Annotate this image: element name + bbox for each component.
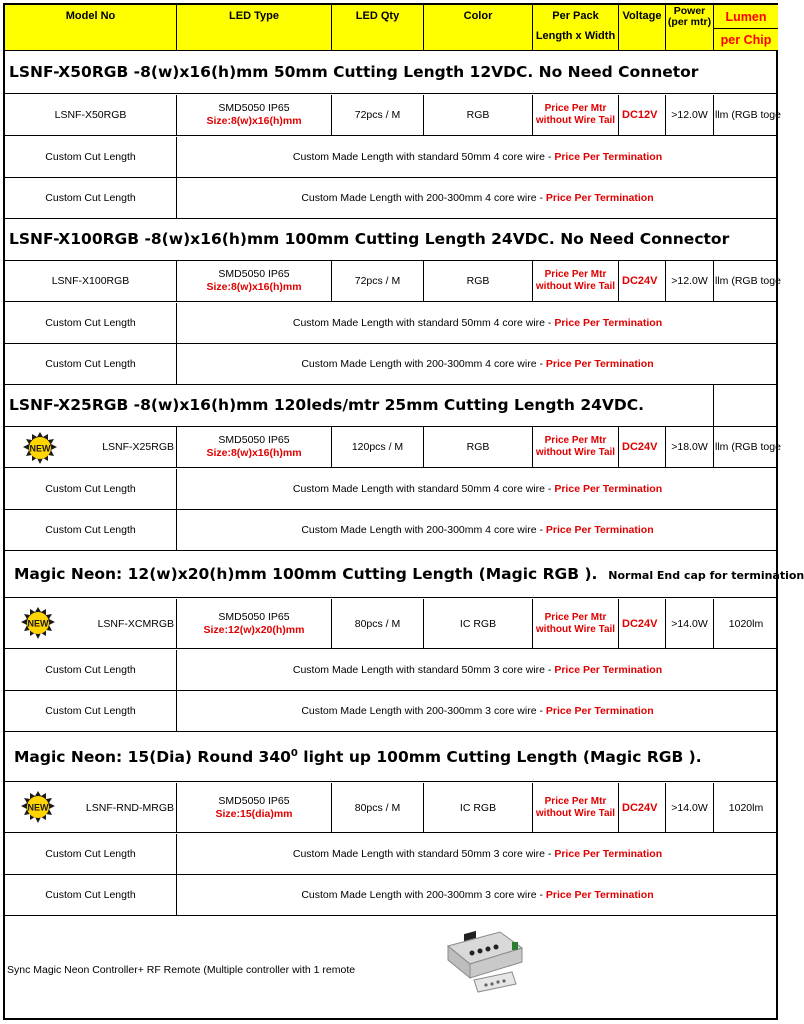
section-title-x25rgb: LSNF-X25RGB -8(w)x16(h)mm 120leds/mtr 25mm Cutting Length 24VDC.	[5, 385, 778, 427]
custom-cut-label: Custom Cut Length	[5, 650, 177, 690]
power-cell: >12.0W	[666, 95, 714, 135]
table-row	[5, 95, 781, 136]
new-badge-icon	[23, 432, 57, 464]
table-row	[5, 834, 778, 875]
svg-text:NEW: NEW	[27, 802, 49, 813]
custom-length-cell: Custom Made Length with 200-300mm 4 core wire - Price Per Termination	[301, 192, 654, 204]
header-voltage: Voltage	[619, 5, 666, 51]
new-badge-icon	[21, 607, 55, 639]
voltage-cell: DC24V	[619, 783, 666, 832]
custom-length-cell: Custom Made Length with 200-300mm 3 core wire - Price Per Termination	[301, 705, 654, 717]
price-per-mtr-cell: Price Per Mtr without Wire Tail	[533, 261, 619, 301]
custom-cut-label: Custom Cut Length	[5, 178, 177, 218]
price-sheet	[3, 3, 804, 1020]
price-per-mtr-cell: Price Per Mtr without Wire Tail	[533, 95, 619, 135]
power-cell: >14.0W	[666, 783, 714, 832]
color-cell: RGB	[424, 261, 533, 301]
led-qty-cell: 120pcs / M	[332, 427, 424, 467]
custom-cut-label: Custom Cut Length	[5, 691, 177, 731]
led-qty-cell: 72pcs / M	[332, 95, 424, 135]
custom-cut-label: Custom Cut Length	[5, 137, 177, 177]
power-cell: >12.0W	[666, 261, 714, 301]
header-led-type: LED Type	[177, 5, 332, 51]
voltage-cell: DC24V	[619, 599, 666, 648]
table-header	[5, 5, 778, 51]
controller-footer	[5, 915, 778, 1020]
section-title-magic-neon-12x20: Magic Neon: 12(w)x20(h)mm 100mm Cutting Length (Magic RGB ). Normal End cap for termination	[5, 551, 778, 598]
custom-cut-label: Custom Cut Length	[5, 303, 177, 343]
header-color: Color	[424, 5, 533, 51]
lumen-cell: 1020lm	[728, 617, 764, 630]
header-per-pack: Per Pack Length x Width	[533, 5, 619, 51]
custom-length-cell: Custom Made Length with 200-300mm 4 core wire - Price Per Termination	[301, 524, 654, 536]
color-cell: IC RGB	[424, 599, 533, 648]
header-power: Power (per mtr)	[666, 5, 714, 51]
table-row	[5, 650, 778, 691]
header-lumen: Lumen per Chip	[714, 5, 778, 51]
table-row	[5, 137, 778, 178]
model-cell: NEW LSNF-XCMRGB	[5, 599, 177, 648]
table-row	[5, 427, 781, 468]
table-row	[5, 875, 778, 916]
color-cell: RGB	[424, 427, 533, 467]
model-cell: NEW LSNF-RND-MRGB	[5, 783, 177, 832]
led-type-cell: SMD5050 IP65 Size:8(w)x16(h)mm	[177, 427, 332, 467]
voltage-cell: DC24V	[619, 427, 666, 467]
custom-cut-label: Custom Cut Length	[5, 834, 177, 874]
custom-length-cell: Custom Made Length with standard 50mm 4 core wire - Price Per Termination	[292, 151, 663, 163]
led-qty-cell: 80pcs / M	[332, 783, 424, 832]
power-cell: >14.0W	[666, 599, 714, 648]
led-type-cell: SMD5050 IP65 Size:8(w)x16(h)mm	[177, 261, 332, 301]
custom-length-cell: Custom Made Length with 200-300mm 3 core wire - Price Per Termination	[301, 889, 654, 901]
voltage-cell: DC24V	[619, 261, 666, 301]
controller-description: Sync Magic Neon Controller+ RF Remote (Multiple controller with 1 remote	[7, 964, 356, 976]
table-row	[5, 469, 778, 510]
new-badge-icon	[21, 791, 55, 823]
led-qty-cell: 72pcs / M	[332, 261, 424, 301]
section-title-x100rgb: LSNF-X100RGB -8(w)x16(h)mm 100mm Cutting Length 24VDC. No Need Connector	[5, 219, 778, 261]
svg-text:NEW: NEW	[27, 618, 49, 629]
table-row	[5, 510, 778, 551]
voltage-cell: DC12V	[619, 95, 666, 135]
section-title-magic-neon-round: Magic Neon: 15(Dia) Round $340^0$ light up 100mm Cutting Length (Magic RGB ).	[5, 732, 778, 782]
model-cell: NEW LSNF-X25RGB	[5, 427, 177, 467]
color-cell: RGB	[424, 95, 533, 135]
led-type-cell: SMD5050 IP65 Size:15(dia)mm	[177, 783, 332, 832]
header-led-qty: LED Qty	[332, 5, 424, 51]
section-title-x50rgb: LSNF-X50RGB -8(w)x16(h)mm 50mm Cutting Length 12VDC. No Need Connetor	[5, 52, 778, 94]
custom-length-cell: Custom Made Length with standard 50mm 4 core wire - Price Per Termination	[292, 483, 663, 495]
led-type-cell: SMD5050 IP65 Size:12(w)x20(h)mm	[177, 599, 332, 648]
model-cell: LSNF-X100RGB	[5, 261, 177, 301]
custom-length-cell: Custom Made Length with standard 50mm 3 core wire - Price Per Termination	[292, 664, 663, 676]
color-cell: IC RGB	[424, 783, 533, 832]
table-row	[5, 303, 778, 344]
table-row	[5, 783, 778, 833]
table-row	[5, 599, 778, 649]
table-row	[5, 178, 778, 219]
custom-cut-label: Custom Cut Length	[5, 344, 177, 384]
controller-remote-image	[442, 926, 524, 998]
lumen-cell: llm (RGB toge	[715, 441, 781, 453]
price-per-mtr-cell: Price Per Mtr without Wire Tail	[533, 783, 619, 832]
custom-cut-label: Custom Cut Length	[5, 510, 177, 550]
lumen-cell: llm (RGB toge	[715, 109, 781, 121]
header-length-width: Length x Width	[535, 30, 616, 42]
custom-cut-label: Custom Cut Length	[5, 469, 177, 509]
table-row	[5, 691, 778, 732]
price-per-mtr-cell: Price Per Mtr without Wire Tail	[533, 599, 619, 648]
section-note: Normal End cap for termination	[608, 569, 804, 582]
model-cell: LSNF-X50RGB	[5, 95, 177, 135]
header-model-no: Model No	[5, 5, 177, 51]
custom-length-cell: Custom Made Length with standard 50mm 4 core wire - Price Per Termination	[292, 317, 663, 329]
svg-text:NEW: NEW	[29, 443, 51, 454]
custom-length-cell: Custom Made Length with standard 50mm 3 core wire - Price Per Termination	[292, 848, 663, 860]
table-row	[5, 261, 781, 302]
led-qty-cell: 80pcs / M	[332, 599, 424, 648]
custom-cut-label: Custom Cut Length	[5, 875, 177, 915]
led-type-cell: SMD5050 IP65 Size:8(w)x16(h)mm	[177, 95, 332, 135]
price-per-mtr-cell: Price Per Mtr without Wire Tail	[533, 427, 619, 467]
lumen-cell: llm (RGB toge	[715, 275, 781, 287]
lumen-cell: 1020lm	[728, 801, 764, 814]
table-row	[5, 344, 778, 385]
power-cell: >18.0W	[666, 427, 714, 467]
header-per-chip: per Chip	[720, 33, 772, 47]
custom-length-cell: Custom Made Length with 200-300mm 4 core wire - Price Per Termination	[301, 358, 654, 370]
